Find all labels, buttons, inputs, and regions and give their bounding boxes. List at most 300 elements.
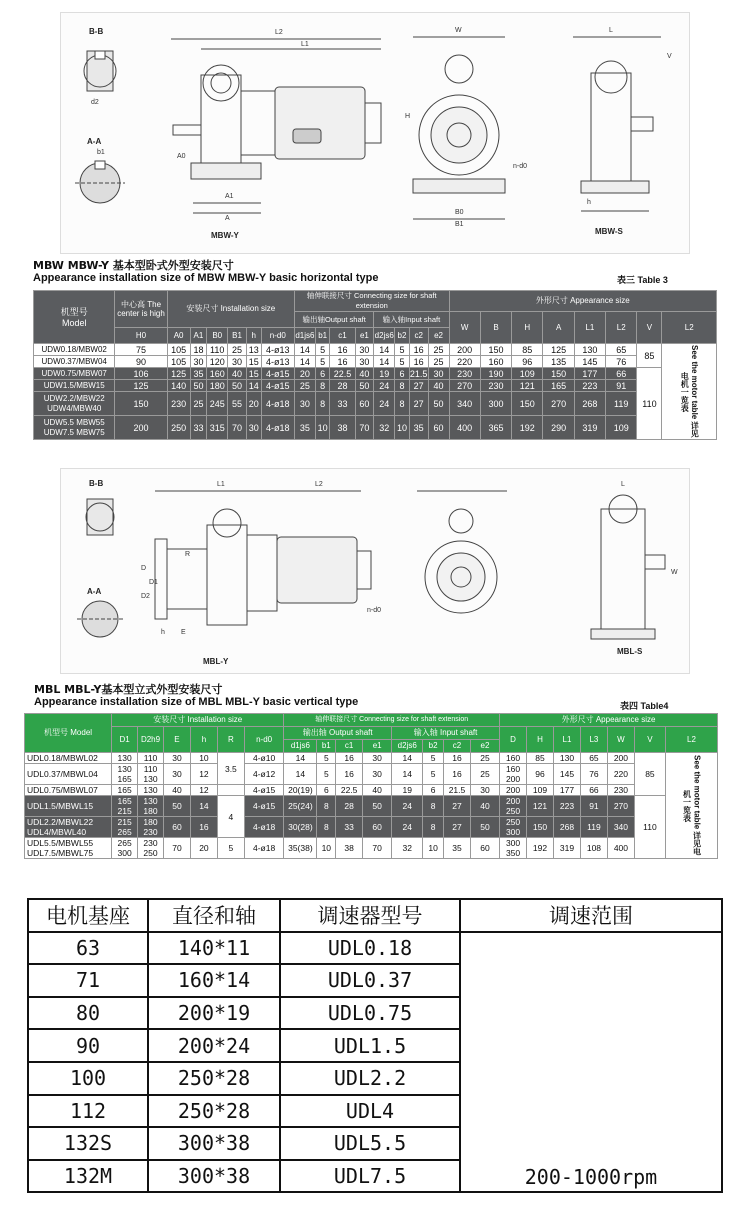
cell: 27 xyxy=(444,796,471,817)
t3-h-d2: d2js6 xyxy=(374,328,395,344)
t3-h-c2: c2 xyxy=(409,328,428,344)
cell: 105 xyxy=(167,344,190,356)
cell: 90 xyxy=(28,1029,148,1062)
model-name: UDW5.5 MBW55 xyxy=(43,417,105,427)
cell: 10 xyxy=(190,753,217,764)
t3-h-c1: c1 xyxy=(330,328,355,344)
cell: 270 xyxy=(543,392,574,416)
model-name: UDW0.18/MBW02 xyxy=(41,344,107,354)
model-cell xyxy=(34,416,115,440)
label-mbl-s: MBL-S xyxy=(617,647,643,656)
cell: 21.5 xyxy=(409,368,428,379)
cell: 35 xyxy=(294,416,315,440)
t4-h-d1: D1 xyxy=(112,727,138,753)
cell: 30 xyxy=(163,764,190,785)
t3-h-appear: 外形尺寸 Appearance size xyxy=(449,291,716,312)
t3-h-e2: e2 xyxy=(428,328,449,344)
cell: 30 xyxy=(363,753,392,764)
t4-h-r: R xyxy=(217,727,244,753)
cell: 70 xyxy=(363,838,392,859)
model-name: UDW0.75/MBW07 xyxy=(41,368,107,378)
cell: 5 xyxy=(317,753,336,764)
cell: 24 xyxy=(392,817,423,838)
dim2-d: D xyxy=(141,565,147,572)
cell: 5 xyxy=(395,344,410,356)
cell: 70 xyxy=(228,416,247,440)
cell: 125 xyxy=(543,344,574,356)
cell: 40 xyxy=(428,380,449,392)
cell: 33 xyxy=(336,817,363,838)
cell: 16 xyxy=(330,356,355,368)
cell: 150 xyxy=(115,392,167,416)
cell: 245 xyxy=(207,392,228,416)
dim2-d2: D2 xyxy=(141,593,150,600)
cell: 5 xyxy=(317,764,336,785)
cell: UDL1.5 xyxy=(280,1029,460,1062)
cell: 150 xyxy=(543,368,574,380)
cell: 223 xyxy=(553,796,580,817)
cell xyxy=(138,764,164,785)
t3-h-h0: H0 xyxy=(115,328,167,344)
cell: 80 xyxy=(28,997,148,1030)
cell: 100 xyxy=(28,1062,148,1095)
dim2-nd0: n-d0 xyxy=(367,607,382,614)
cell: 109 xyxy=(606,416,637,440)
cell: 14 xyxy=(294,356,315,368)
table-row xyxy=(28,932,722,965)
cell: 125 xyxy=(115,380,167,392)
cell: 119 xyxy=(606,392,637,416)
cell: 14 xyxy=(284,764,317,785)
t3-h-in: 输入轴Input shaft xyxy=(374,312,449,328)
cell: 190 xyxy=(480,368,511,380)
model-cell xyxy=(25,838,112,859)
cell: 18 xyxy=(190,344,207,356)
cell: 365 xyxy=(480,416,511,440)
cell-value-2: 200 xyxy=(505,774,521,784)
t4-h-w: W xyxy=(607,727,634,753)
cell: 21.5 xyxy=(444,785,471,796)
cell: 200 xyxy=(449,344,480,356)
cell: 250*28 xyxy=(148,1095,280,1128)
cell: 268 xyxy=(574,392,605,416)
cell xyxy=(138,796,164,817)
cell: 16 xyxy=(330,344,355,356)
label2-aa: A-A xyxy=(87,587,102,596)
table3 xyxy=(33,290,717,440)
cell: 75 xyxy=(115,344,167,356)
cell: 30 xyxy=(355,356,374,368)
cell: 16 xyxy=(444,753,471,764)
label-mbl-y: MBL-Y xyxy=(203,657,229,666)
cell: 91 xyxy=(606,380,637,392)
dim-nd0: n-d0 xyxy=(513,163,528,170)
label-mbw-y: MBW-Y xyxy=(211,231,239,240)
label-bb: B-B xyxy=(89,27,104,36)
t4-h-d2js: d2js6 xyxy=(392,740,423,753)
cell: 270 xyxy=(607,796,634,817)
cell: 15 xyxy=(246,368,261,380)
t3-h-center: 中心高 The center is high xyxy=(115,291,167,328)
cell: 108 xyxy=(580,838,607,859)
t3-h-l1: L1 xyxy=(574,312,605,344)
cell: 25 xyxy=(470,753,499,764)
dim-l2: L2 xyxy=(275,29,283,36)
cell: 25 xyxy=(428,356,449,368)
table-row xyxy=(25,785,718,796)
cell: 200 xyxy=(500,785,527,796)
table4-label: 表四 Table4 xyxy=(620,701,669,711)
horizontal-drawing-svg xyxy=(61,13,691,255)
cell: 145 xyxy=(574,356,605,368)
t3-h-out: 输出轴Output shaft xyxy=(294,312,373,328)
model-cell xyxy=(25,764,112,785)
cell: 125 xyxy=(167,368,190,380)
cell: 8 xyxy=(423,796,444,817)
dim-v: V xyxy=(667,53,672,60)
t4-h-nd0: n-d0 xyxy=(244,727,283,753)
t3-h-v: V xyxy=(637,312,662,344)
vertical-type-drawing xyxy=(60,468,690,674)
cell: 130 xyxy=(112,753,138,764)
section2-title-en: Appearance installation size of MBL MBL-Y basic vertical type xyxy=(34,696,359,708)
cell: 200*19 xyxy=(148,997,280,1030)
cell: 177 xyxy=(574,368,605,380)
cell-value: 300 xyxy=(505,838,521,848)
table-row xyxy=(25,796,718,817)
cell: 180 xyxy=(207,380,228,392)
cell: UDL4 xyxy=(280,1095,460,1128)
cell: 90 xyxy=(115,356,167,368)
t3-h-a: A xyxy=(543,312,574,344)
cell: 25 xyxy=(190,392,207,416)
t4-h-d1js: d1js6 xyxy=(284,740,317,753)
dim-d2: d2 xyxy=(91,99,99,106)
dim2-l1: L1 xyxy=(217,481,225,488)
cell: 16 xyxy=(409,356,428,368)
model-cell xyxy=(34,392,115,416)
cell xyxy=(112,764,138,785)
cell: 160 xyxy=(480,356,511,368)
cell-value-2: 265 xyxy=(117,827,132,837)
table-row xyxy=(34,416,717,440)
cell: 28 xyxy=(330,380,355,392)
cell: 91 xyxy=(580,796,607,817)
t4-h-l2: L2 xyxy=(666,727,718,753)
t3-h-note: L2 xyxy=(662,312,717,344)
cell-value: 130 xyxy=(143,796,158,806)
cell: 28 xyxy=(336,796,363,817)
t3-h-l2: L2 xyxy=(606,312,637,344)
cell: See the motor table 详见电机一览表 xyxy=(662,344,717,440)
cell: 8 xyxy=(315,392,330,416)
cell: 10 xyxy=(317,838,336,859)
cell-value-2: 130 xyxy=(143,774,158,784)
cell-value-2: 180 xyxy=(143,806,158,816)
cell: 14 xyxy=(374,344,395,356)
cell: 4-ø18 xyxy=(261,392,294,416)
cell: 24 xyxy=(374,392,395,416)
t4-h-c1: c1 xyxy=(336,740,363,753)
cell: 192 xyxy=(527,838,554,859)
model-name: UDL0.18/MBWL02 xyxy=(27,753,98,763)
cell: 14 xyxy=(246,380,261,392)
cell: 22.5 xyxy=(336,785,363,796)
model-name-2: UDW7.5 MBW75 xyxy=(43,427,105,437)
cell: 132M xyxy=(28,1160,148,1193)
cell: 32 xyxy=(392,838,423,859)
t4-h-e1: e1 xyxy=(363,740,392,753)
cell: 14 xyxy=(392,753,423,764)
cell: 35 xyxy=(409,416,428,440)
cell: 268 xyxy=(553,817,580,838)
cell-value: 250 xyxy=(505,817,521,827)
table-row xyxy=(25,753,718,764)
cell: 110 xyxy=(138,753,164,764)
cell: 6 xyxy=(317,785,336,796)
cell: 30 xyxy=(228,356,247,368)
model-name-2: UDL4/MBWL40 xyxy=(27,827,87,837)
cell: 19 xyxy=(392,785,423,796)
cell: 8 xyxy=(395,380,410,392)
cell: 55 xyxy=(228,392,247,416)
cell-value: 110 xyxy=(143,764,158,774)
cell: 19 xyxy=(374,368,395,380)
cell: 30(28) xyxy=(284,817,317,838)
cell: 66 xyxy=(606,368,637,380)
cell: 20 xyxy=(294,368,315,380)
cell: 5 xyxy=(395,356,410,368)
t4-h-h: h xyxy=(190,727,217,753)
cell: 25(24) xyxy=(284,796,317,817)
dim-a0: A0 xyxy=(177,153,186,160)
model-name-2: UDW4/MBW40 xyxy=(47,403,102,413)
t3-h-e1: e1 xyxy=(355,328,374,344)
cell: 30 xyxy=(246,416,261,440)
cell: 4-ø18 xyxy=(244,838,283,859)
cell xyxy=(138,838,164,859)
cell xyxy=(500,817,527,838)
model-cell xyxy=(25,817,112,838)
cell: 35(38) xyxy=(284,838,317,859)
cell: 10 xyxy=(395,416,410,440)
table-row xyxy=(34,368,717,380)
cell: 15 xyxy=(246,356,261,368)
cell-value: 230 xyxy=(143,838,158,848)
cell-value-2: 230 xyxy=(143,827,158,837)
cell: 250*28 xyxy=(148,1062,280,1095)
t4-h-hh: H xyxy=(527,727,554,753)
dim2-w: W xyxy=(671,569,678,576)
cell: 16 xyxy=(190,817,217,838)
cell: 13 xyxy=(246,344,261,356)
cell: 340 xyxy=(607,817,634,838)
cell: 319 xyxy=(574,416,605,440)
cell: 177 xyxy=(553,785,580,796)
cell: 165 xyxy=(112,785,138,796)
cell: 38 xyxy=(336,838,363,859)
cell: 5 xyxy=(315,356,330,368)
cell: 135 xyxy=(543,356,574,368)
cell-value-2: 300 xyxy=(117,848,132,858)
cell: 121 xyxy=(527,796,554,817)
model-cell xyxy=(25,785,112,796)
model-name: UDL1.5/MBWL15 xyxy=(27,801,94,811)
cell: 30 xyxy=(190,356,207,368)
cell: 4-ø15 xyxy=(244,796,283,817)
cell: 105 xyxy=(167,356,190,368)
model-name: UDL0.75/MBWL07 xyxy=(27,785,98,795)
cell: 14 xyxy=(294,344,315,356)
cell-value-2: 215 xyxy=(117,806,132,816)
cell: 66 xyxy=(580,785,607,796)
cell: See the motor table 详见电机一览表 xyxy=(666,753,718,859)
cell: 5 xyxy=(423,764,444,785)
model-cell xyxy=(25,753,112,764)
cell: 200*24 xyxy=(148,1029,280,1062)
model-name: UDW1.5/MBW15 xyxy=(43,380,105,390)
cell: 70 xyxy=(163,838,190,859)
column-header: 调速器型号 xyxy=(280,899,460,932)
dim-b1-section: b1 xyxy=(97,149,105,156)
model-name: UDL5.5/MBWL55 xyxy=(27,838,94,848)
t4-h-in: 输入轴 Input shaft xyxy=(392,727,500,740)
cell-value: 265 xyxy=(117,838,132,848)
cell: 5 xyxy=(315,344,330,356)
cell: 70 xyxy=(355,416,374,440)
model-cell xyxy=(34,380,115,392)
cell: 38 xyxy=(330,416,355,440)
cell: 145 xyxy=(553,764,580,785)
t4-h-v: V xyxy=(634,727,665,753)
model-name: UDW2.2/MBW22 xyxy=(43,393,105,403)
cell: 30 xyxy=(294,392,315,416)
t3-h-b0: B0 xyxy=(207,328,228,344)
cell: 32 xyxy=(374,416,395,440)
dim2-l: L xyxy=(621,481,625,488)
cell: 160 xyxy=(207,368,228,380)
cell: 112 xyxy=(28,1095,148,1128)
section1-title xyxy=(33,259,379,285)
cell: 4-ø15 xyxy=(244,785,283,796)
table5 xyxy=(27,898,723,1193)
cell: 14 xyxy=(284,753,317,764)
model-cell xyxy=(34,356,115,368)
horizontal-type-drawing xyxy=(60,12,690,254)
t4-h-install: 安装尺寸 Installation size xyxy=(112,714,284,727)
table-row xyxy=(25,764,718,785)
cell: 65 xyxy=(606,344,637,356)
cell: 20 xyxy=(246,392,261,416)
cell: 60 xyxy=(470,838,499,859)
model-name: UDL0.37/MBWL04 xyxy=(27,769,98,779)
cell: 110 xyxy=(634,796,665,859)
column-header: 直径和轴 xyxy=(148,899,280,932)
table-row xyxy=(34,392,717,416)
t3-h-w: W xyxy=(449,312,480,344)
cell: 40 xyxy=(470,796,499,817)
cell: 33 xyxy=(190,416,207,440)
cell: 150 xyxy=(480,344,511,356)
cell: 25 xyxy=(294,380,315,392)
cell: 4-ø18 xyxy=(261,416,294,440)
cell: 110 xyxy=(637,368,662,440)
cell: 130 xyxy=(553,753,580,764)
section1-title-en: Appearance installation size of MBW MBW-Y basic horizontal type xyxy=(33,272,379,284)
cell: 96 xyxy=(512,356,543,368)
cell-value-2: 300 xyxy=(505,827,521,837)
cell: 132S xyxy=(28,1127,148,1160)
dim-l: L xyxy=(609,27,613,34)
table-row xyxy=(34,344,717,356)
cell: 6 xyxy=(315,368,330,380)
cell: 25 xyxy=(470,764,499,785)
cell: 8 xyxy=(317,817,336,838)
dim-a1: A1 xyxy=(225,193,234,200)
cell: 30 xyxy=(363,764,392,785)
model-name: UDW0.37/MBW04 xyxy=(41,356,107,366)
cell: 30 xyxy=(355,344,374,356)
t3-h-nd0: n-d0 xyxy=(261,328,294,344)
cell: 40 xyxy=(355,368,374,380)
t4-h-e: E xyxy=(163,727,190,753)
dim-w: W xyxy=(455,27,462,34)
label-aa: A-A xyxy=(87,137,102,146)
cell: 120 xyxy=(207,356,228,368)
cell: 110 xyxy=(207,344,228,356)
cell: 270 xyxy=(449,380,480,392)
cell-value: 200 xyxy=(505,796,521,806)
t3-h-a1: A1 xyxy=(190,328,207,344)
t3-h-a0: A0 xyxy=(167,328,190,344)
section1-title-zh: MBW MBW-Y 基本型卧式外型安装尺寸 xyxy=(33,259,234,272)
cell: 30 xyxy=(163,753,190,764)
cell: 10 xyxy=(423,838,444,859)
t3-h-d1: d1js6 xyxy=(294,328,315,344)
cell xyxy=(500,764,527,785)
cell: 4-ø15 xyxy=(261,368,294,380)
cell xyxy=(138,817,164,838)
cell: 50 xyxy=(428,392,449,416)
cell: 106 xyxy=(115,368,167,380)
cell: 35 xyxy=(444,838,471,859)
cell: 40 xyxy=(228,368,247,380)
cell xyxy=(112,796,138,817)
model-cell xyxy=(34,368,115,380)
cell: 35 xyxy=(190,368,207,380)
vertical-drawing-svg xyxy=(61,469,691,675)
cell: 5 xyxy=(217,838,244,859)
dim-l1: L1 xyxy=(301,41,309,48)
model-name-2: UDL7.5/MBWL75 xyxy=(27,848,94,858)
t4-h-out: 输出轴 Output shaft xyxy=(284,727,392,740)
cell: 60 xyxy=(163,817,190,838)
cell xyxy=(500,838,527,859)
cell: 6 xyxy=(395,368,410,380)
t4-h-dd: D xyxy=(500,727,527,753)
cell: 50 xyxy=(163,796,190,817)
cell: 33 xyxy=(330,392,355,416)
cell: 160*14 xyxy=(148,964,280,997)
cell: 400 xyxy=(449,416,480,440)
cell: 400 xyxy=(607,838,634,859)
cell: 319 xyxy=(553,838,580,859)
cell: 192 xyxy=(512,416,543,440)
table-row xyxy=(34,356,717,368)
t3-h-b1s: b1 xyxy=(315,328,330,344)
table-row xyxy=(34,380,717,392)
cell: 230 xyxy=(167,392,190,416)
